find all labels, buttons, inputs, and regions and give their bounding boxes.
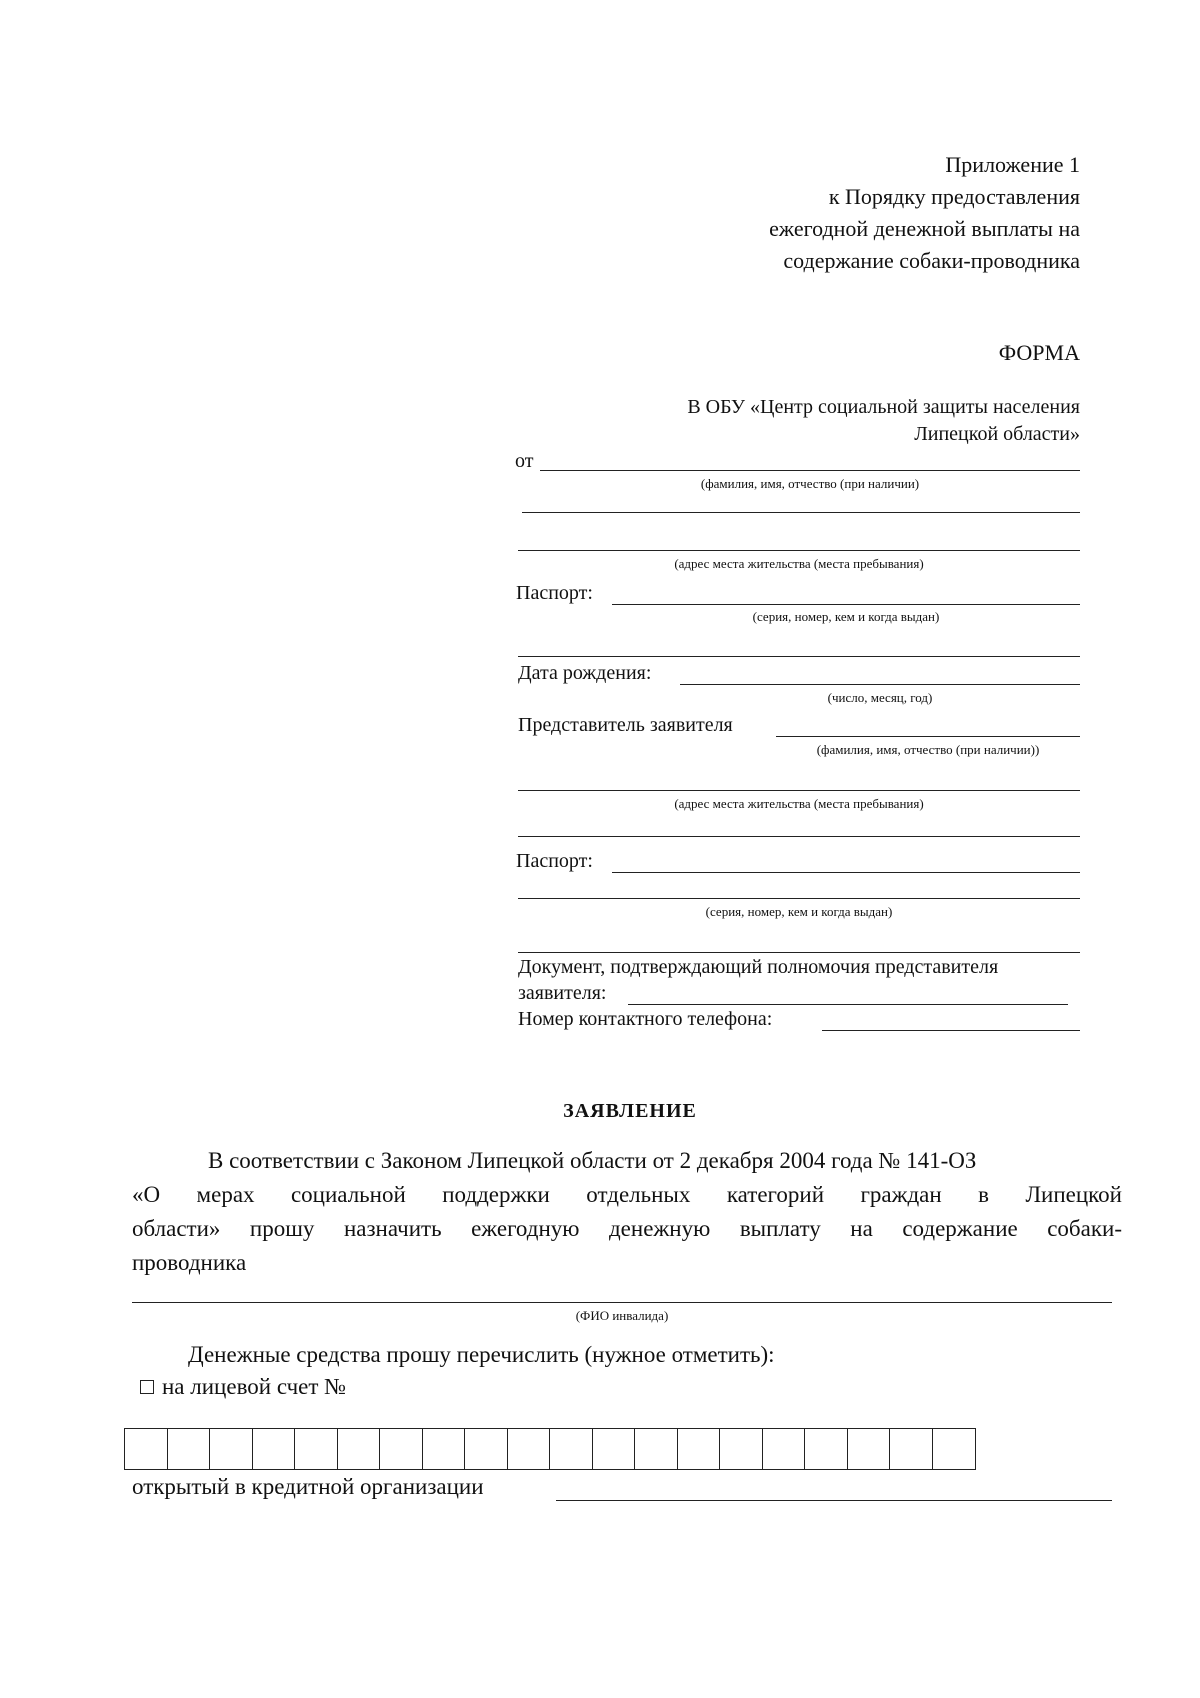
statement-paragraph-line-4: проводника: [132, 1250, 247, 1275]
birth-date-hint: (число, месяц, год): [827, 690, 933, 705]
applicant-address-hint: (адрес места жительства (места пребывания): [674, 556, 924, 571]
appendix-line-2: к Порядку предоставления: [828, 184, 1080, 209]
applicant-name-hint: (фамилия, имя, отчество (при наличии): [700, 476, 920, 491]
representative-name-field[interactable]: [776, 736, 1080, 737]
applicant-address-field-2[interactable]: [518, 550, 1080, 551]
bank-label: открытый в кредитной организации: [132, 1474, 484, 1499]
bank-field[interactable]: [556, 1500, 1112, 1501]
account-number-grid[interactable]: [124, 1428, 976, 1470]
account-digit-cell[interactable]: [933, 1429, 976, 1469]
account-digit-cell[interactable]: [635, 1429, 678, 1469]
account-option[interactable]: [140, 1374, 346, 1400]
account-digit-cell[interactable]: [168, 1429, 211, 1469]
applicant-passport-hint: (серия, номер, кем и когда выдан): [752, 609, 940, 624]
representative-address-hint: (адрес места жительства (места пребывания): [674, 796, 924, 811]
addressee-line-1: В ОБУ «Центр социальной защиты населения: [687, 396, 1080, 418]
account-digit-cell[interactable]: [465, 1429, 508, 1469]
disabled-person-name-hint: (ФИО инвалида): [575, 1308, 669, 1323]
account-digit-cell[interactable]: [593, 1429, 636, 1469]
account-digit-cell[interactable]: [550, 1429, 593, 1469]
authority-document-label-2: заявителя:: [518, 982, 607, 1004]
birth-date-label: Дата рождения:: [518, 662, 652, 684]
applicant-address-field-1[interactable]: [522, 512, 1080, 513]
representative-label: Представитель заявителя: [518, 714, 733, 736]
account-digit-cell[interactable]: [805, 1429, 848, 1469]
account-digit-cell[interactable]: [125, 1429, 168, 1469]
account-digit-cell[interactable]: [678, 1429, 721, 1469]
statement-paragraph-line-1: В соответствии с Законом Липецкой области от 2 декабря 2004 года № 141-ОЗ: [208, 1148, 977, 1173]
representative-passport-field-3[interactable]: [518, 952, 1080, 953]
applicant-passport-field[interactable]: [612, 604, 1080, 605]
representative-passport-hint: (серия, номер, кем и когда выдан): [705, 904, 893, 919]
account-digit-cell[interactable]: [380, 1429, 423, 1469]
from-label: от: [515, 450, 534, 472]
transfer-instruction: Денежные средства прошу перечислить (нужное отметить):: [188, 1342, 775, 1367]
authority-document-label: Документ, подтверждающий полномочия представителя: [518, 956, 999, 978]
phone-field[interactable]: [822, 1030, 1080, 1031]
appendix-line-4: содержание собаки-проводника: [783, 248, 1080, 273]
account-digit-cell[interactable]: [508, 1429, 551, 1469]
phone-label: Номер контактного телефона:: [518, 1008, 773, 1030]
account-digit-cell[interactable]: [890, 1429, 933, 1469]
account-digit-cell[interactable]: [848, 1429, 891, 1469]
applicant-passport-label: Паспорт:: [516, 582, 593, 604]
representative-passport-label: Паспорт:: [516, 850, 593, 872]
addressee-line-2: Липецкой области»: [914, 423, 1080, 445]
representative-address-field-2[interactable]: [518, 836, 1080, 837]
appendix-title: Приложение 1: [945, 152, 1080, 177]
representative-passport-field[interactable]: [612, 872, 1080, 873]
account-digit-cell[interactable]: [423, 1429, 466, 1469]
form-label: ФОРМА: [998, 340, 1080, 365]
account-digit-cell[interactable]: [338, 1429, 381, 1469]
account-digit-cell[interactable]: [295, 1429, 338, 1469]
statement-paragraph-line-3: области» прошу назначить ежегодную денежную выплату на содержание собаки-: [132, 1216, 1122, 1241]
statement-title: ЗАЯВЛЕНИЕ: [563, 1100, 697, 1122]
representative-name-hint: (фамилия, имя, отчество (при наличии)): [816, 742, 1040, 757]
authority-document-field[interactable]: [628, 1004, 1068, 1005]
account-digit-cell[interactable]: [253, 1429, 296, 1469]
account-digit-cell[interactable]: [210, 1429, 253, 1469]
representative-passport-field-2[interactable]: [518, 898, 1080, 899]
birth-date-field[interactable]: [680, 684, 1080, 685]
representative-address-field[interactable]: [518, 790, 1080, 791]
applicant-name-field[interactable]: [540, 470, 1080, 471]
statement-paragraph-line-2: «О мерах социальной поддержки отдельных категорий граждан в Липецкой: [132, 1182, 1122, 1207]
account-digit-cell[interactable]: [720, 1429, 763, 1469]
account-option-label: на лицевой счет №: [162, 1374, 347, 1399]
account-digit-cell[interactable]: [763, 1429, 806, 1469]
disabled-person-name-field[interactable]: [132, 1302, 1112, 1303]
appendix-line-3: ежегодной денежной выплаты на: [769, 216, 1080, 241]
account-option-checkbox[interactable]: [140, 1380, 154, 1394]
applicant-passport-field-2[interactable]: [518, 656, 1080, 657]
